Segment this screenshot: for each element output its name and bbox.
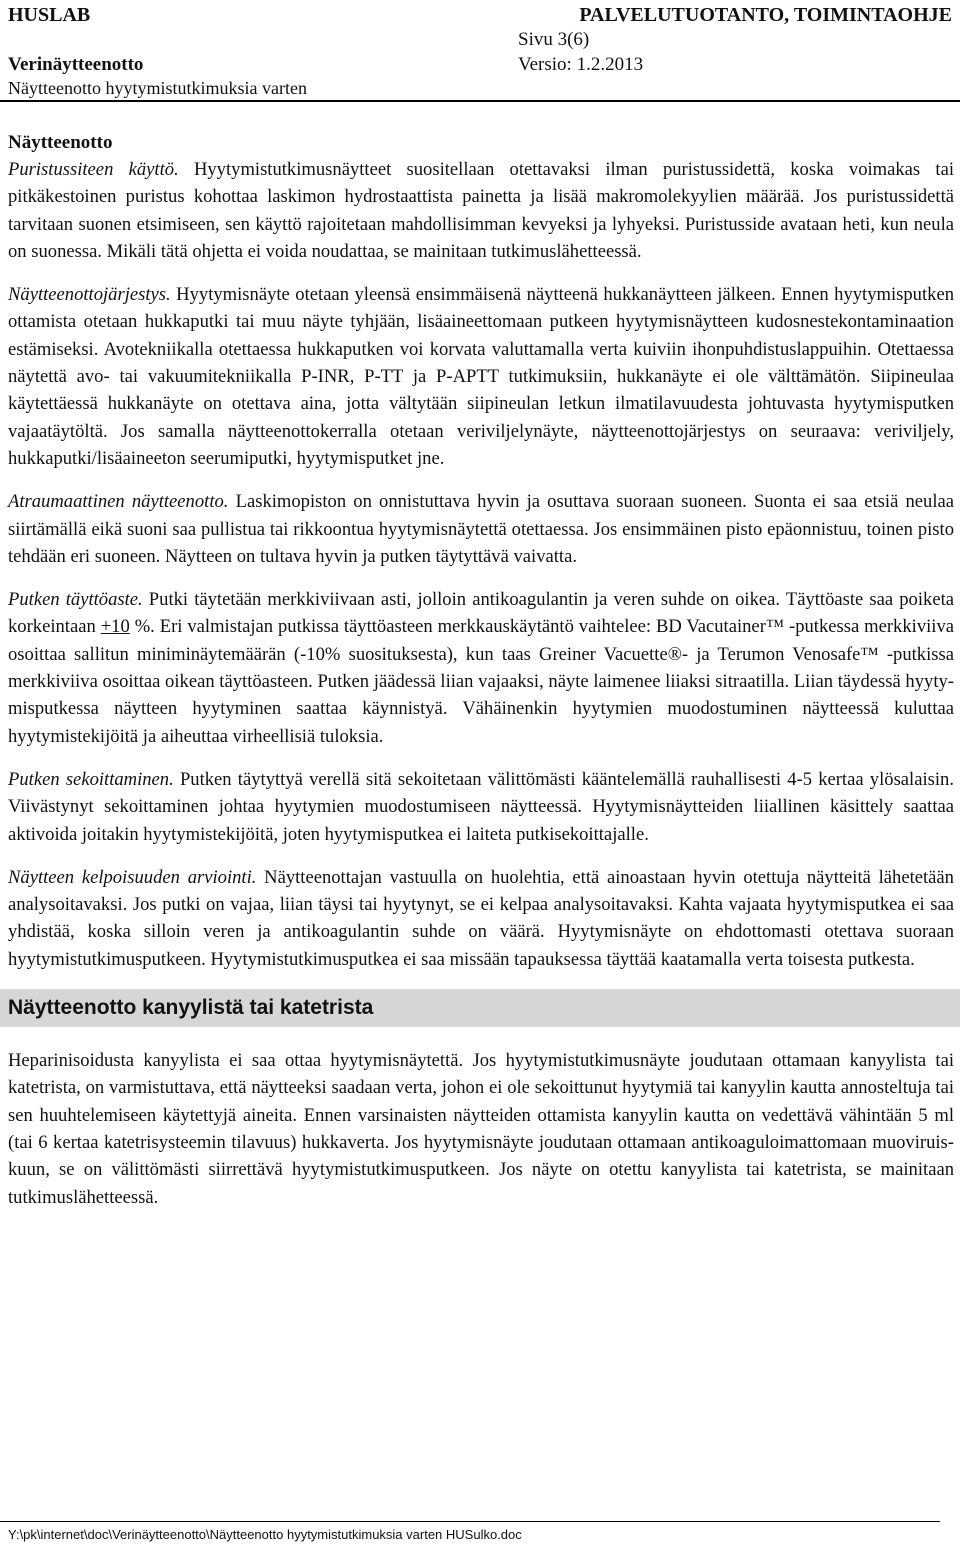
- unit-name: PALVELUTUOTANTO, TOIMINTAOHJE: [579, 4, 952, 26]
- paragraph-fill-level: [8, 586, 954, 750]
- page-number: Sivu 3(6): [518, 29, 590, 50]
- paragraph-atraumatic: [8, 488, 954, 570]
- fill-tolerance: +10: [100, 616, 130, 638]
- paragraph-lead: Atraumaattinen näytteenotto.: [8, 491, 229, 513]
- paragraph-mixing: [8, 766, 954, 848]
- paragraph-lead: Näytteen kelpoisuuden arviointi.: [8, 866, 257, 888]
- section-heading-cannula: Näytteenotto kanyylistä tai katetrista: [0, 989, 960, 1027]
- paragraph-lead: Putken täyttöaste.: [8, 589, 143, 611]
- document-body: [8, 130, 954, 1227]
- paragraph-lead: Puristussiteen käyttö.: [8, 159, 179, 180]
- paragraph-text: Hyytymistutkimusnäytteet suositellaan otettavaksi ilman puristussidettä, koska voimakas tai pitkäkestoinen puristus kohottaa laskimon hydrostaattista painetta ja lisää makromolekyylien määrää. Jos puristussidettä tarvitaan suonen etsimiseen, sen käyttö rajoitetaan mahdollisimman kevyeksi ja lyhyeksi. Puristusside avataan heti, kun neula on suonessa. Mikäli tätä ohjetta ei voida noudattaa, se mainitaan tutkimuslähetteessä.: [8, 159, 954, 262]
- header-divider: [0, 100, 960, 102]
- section-title-sampling: Näytteenotto: [8, 132, 113, 153]
- paragraph-lead: Näytteenottojärjestys.: [8, 284, 171, 306]
- document-version: Versio: 1.2.2013: [518, 54, 644, 75]
- paragraph-tourniquet: [8, 156, 954, 265]
- paragraph-lead: Putken sekoittaminen.: [8, 768, 174, 790]
- paragraph-text: %. Eri valmistajan putkissa täyttöasteen merkkauskäytäntö vaihtelee: BD Vacutainer™ -putkessa merkkiviiva osoittaa sallitun miniminäytemäärän (-10% suosituksesta), kun taas Greiner Vacuette®- ja Terumon Venosafe™ -putkissa merkkiviiva osoittaa oikean täyttöasteen. Putken jäädessä liian vajaaksi, näyte laimenee liiaksi sitraatilla. Liian täydessä hyytymisputkessa näytteen hyytyminen saattaa käynnistyä. Vähäinenkin hyytymien muodostuminen näytteessä kuluttaa hyytymistekijöitä ja aiheuttaa virheellisiä tuloksia.: [8, 616, 954, 747]
- paragraph-draw-order: [8, 281, 954, 472]
- footer-file-path: Y:\pk\internet\doc\Verinäytteenotto\Näytteenotto hyytymistutkimuksia varten HUSulko.doc: [8, 1527, 522, 1542]
- page-header: [0, 0, 960, 100]
- organization-name: HUSLAB: [8, 4, 91, 26]
- document-subtitle: Näytteenotto hyytymistutkimuksia varten: [8, 78, 307, 98]
- paragraph-text: Laskimopiston on onnistuttava hyvin ja osuttava suoraan suoneen. Suonta ei saa etsiä neulaa siirtämällä eikä suoni saa pullistua tai rikkoontua hyytymisnäytettä otettaessa. Jos ensimmäinen pisto epäonnistuu, toinen pisto tehdään eri suoneen. Näytteen on tultava hyvin ja putken täytyttävä vaivatta.: [8, 491, 954, 567]
- footer-divider: [0, 1521, 940, 1522]
- document-title: Verinäytteenotto: [8, 54, 144, 75]
- paragraph-text: Heparinisoidusta kanyylista ei saa ottaa hyytymisnäytettä. Jos hyytymistutkimusnäyte joudutaan ottamaan kanyylista tai katetrista, on varmistuttava, että näytteeksi saadaan verta, johon ei ole sekoittunut hyytymiä tai kanyylin kautta annosteltuja tai sen huuhtelemiseen käytettyjä aineita. Ennen varsinaisten näytteiden ottamista kanyylin kautta on vedettävä vähintään 5 ml (tai 6 kertaa katetrisysteemin tilavuus) hukkaverta. Jos hyytymisnäyte joudutaan ottamaan antikoaguloimattomaan muoviruiskuun, se on välittömästi siirrettävä hyytymistutkimusputkeen. Jos näyte on otettu kanyylista tai katetrista, se mainitaan tutkimuslähetteessä.: [8, 1050, 954, 1208]
- paragraph-text: Hyytymisnäyte otetaan yleensä ensimmäisenä näytteenä hukkanäytteen jälkeen. Ennen hyytymisputken ottamista otetaan hukkaputki tai muu näyte tyhjään, lisäaineettomaan putkeen hyytymisnäytteen kudosnestekontaminaation estämiseksi. Avotekniikalla otettaessa hukkaputken voi korvata valuttamalla verta kuiviin ihonpuhdistuslappuihin. Otettaessa näytettä avo- tai vakuumitekniikalla P-INR, P-TT ja P-APTT tutkimuksiin, hukkanäyte ei ole välttämätön. Siipineulaa käytettäessä hukkanäyte on otettava aina, jotta vältytään siipineulan letkun ilmatilavuudesta johtuvasta hyytymisputken vajaatäytöltä. Jos samalla näytteenottokerralla otetaan veriviljelynäyte, näytteenottojärjestys on seuraava: veriviljely, hukkaputki/lisäaineeton seerumiputki, hyytymisputket jne.: [8, 284, 954, 469]
- paragraph-text: Näytteenottajan vastuulla on huolehtia, että ainoastaan hyvin otettuja näytteitä lähetetään analysoitavaksi. Jos putki on vajaa, liian täysi tai hyytynyt, se ei kelpaa analysoitavaksi. Kahta vajaata hyytymisputkea ei saa yhdistää, koska silloin veren ja antikoagulantin suhde on väärä. Hyytymisnäyte on ehdottomasti otettava suoraan hyytymistutkimusputkeen. Hyytymistutkimusputkea ei saa missään tapauksessa täyttää kaatamalla verta toisesta putkesta.: [8, 866, 954, 970]
- paragraph-text: Putken täytyttyä verellä sitä sekoitetaan välittömästi kääntelemällä rauhallisesti 4-5 kertaa ylösalaisin. Viivästynyt sekoittaminen johtaa hyytymien muodostumiseen näytteessä. Hyytymisnäytteiden liiallinen käsittely saattaa aktivoida joitakin hyytymistekijöitä, joten hyytymisputkea ei laiteta putkisekoittajalle.: [8, 768, 954, 845]
- paragraph-cannula: [8, 1047, 954, 1211]
- paragraph-sample-acceptance: [8, 864, 954, 973]
- paragraph-text: Putki täytetään merkkiviivaan asti, jolloin antikoagulantin ja veren suhde on oikea. Täyttöaste saa poiketa korkeintaan: [8, 589, 954, 638]
